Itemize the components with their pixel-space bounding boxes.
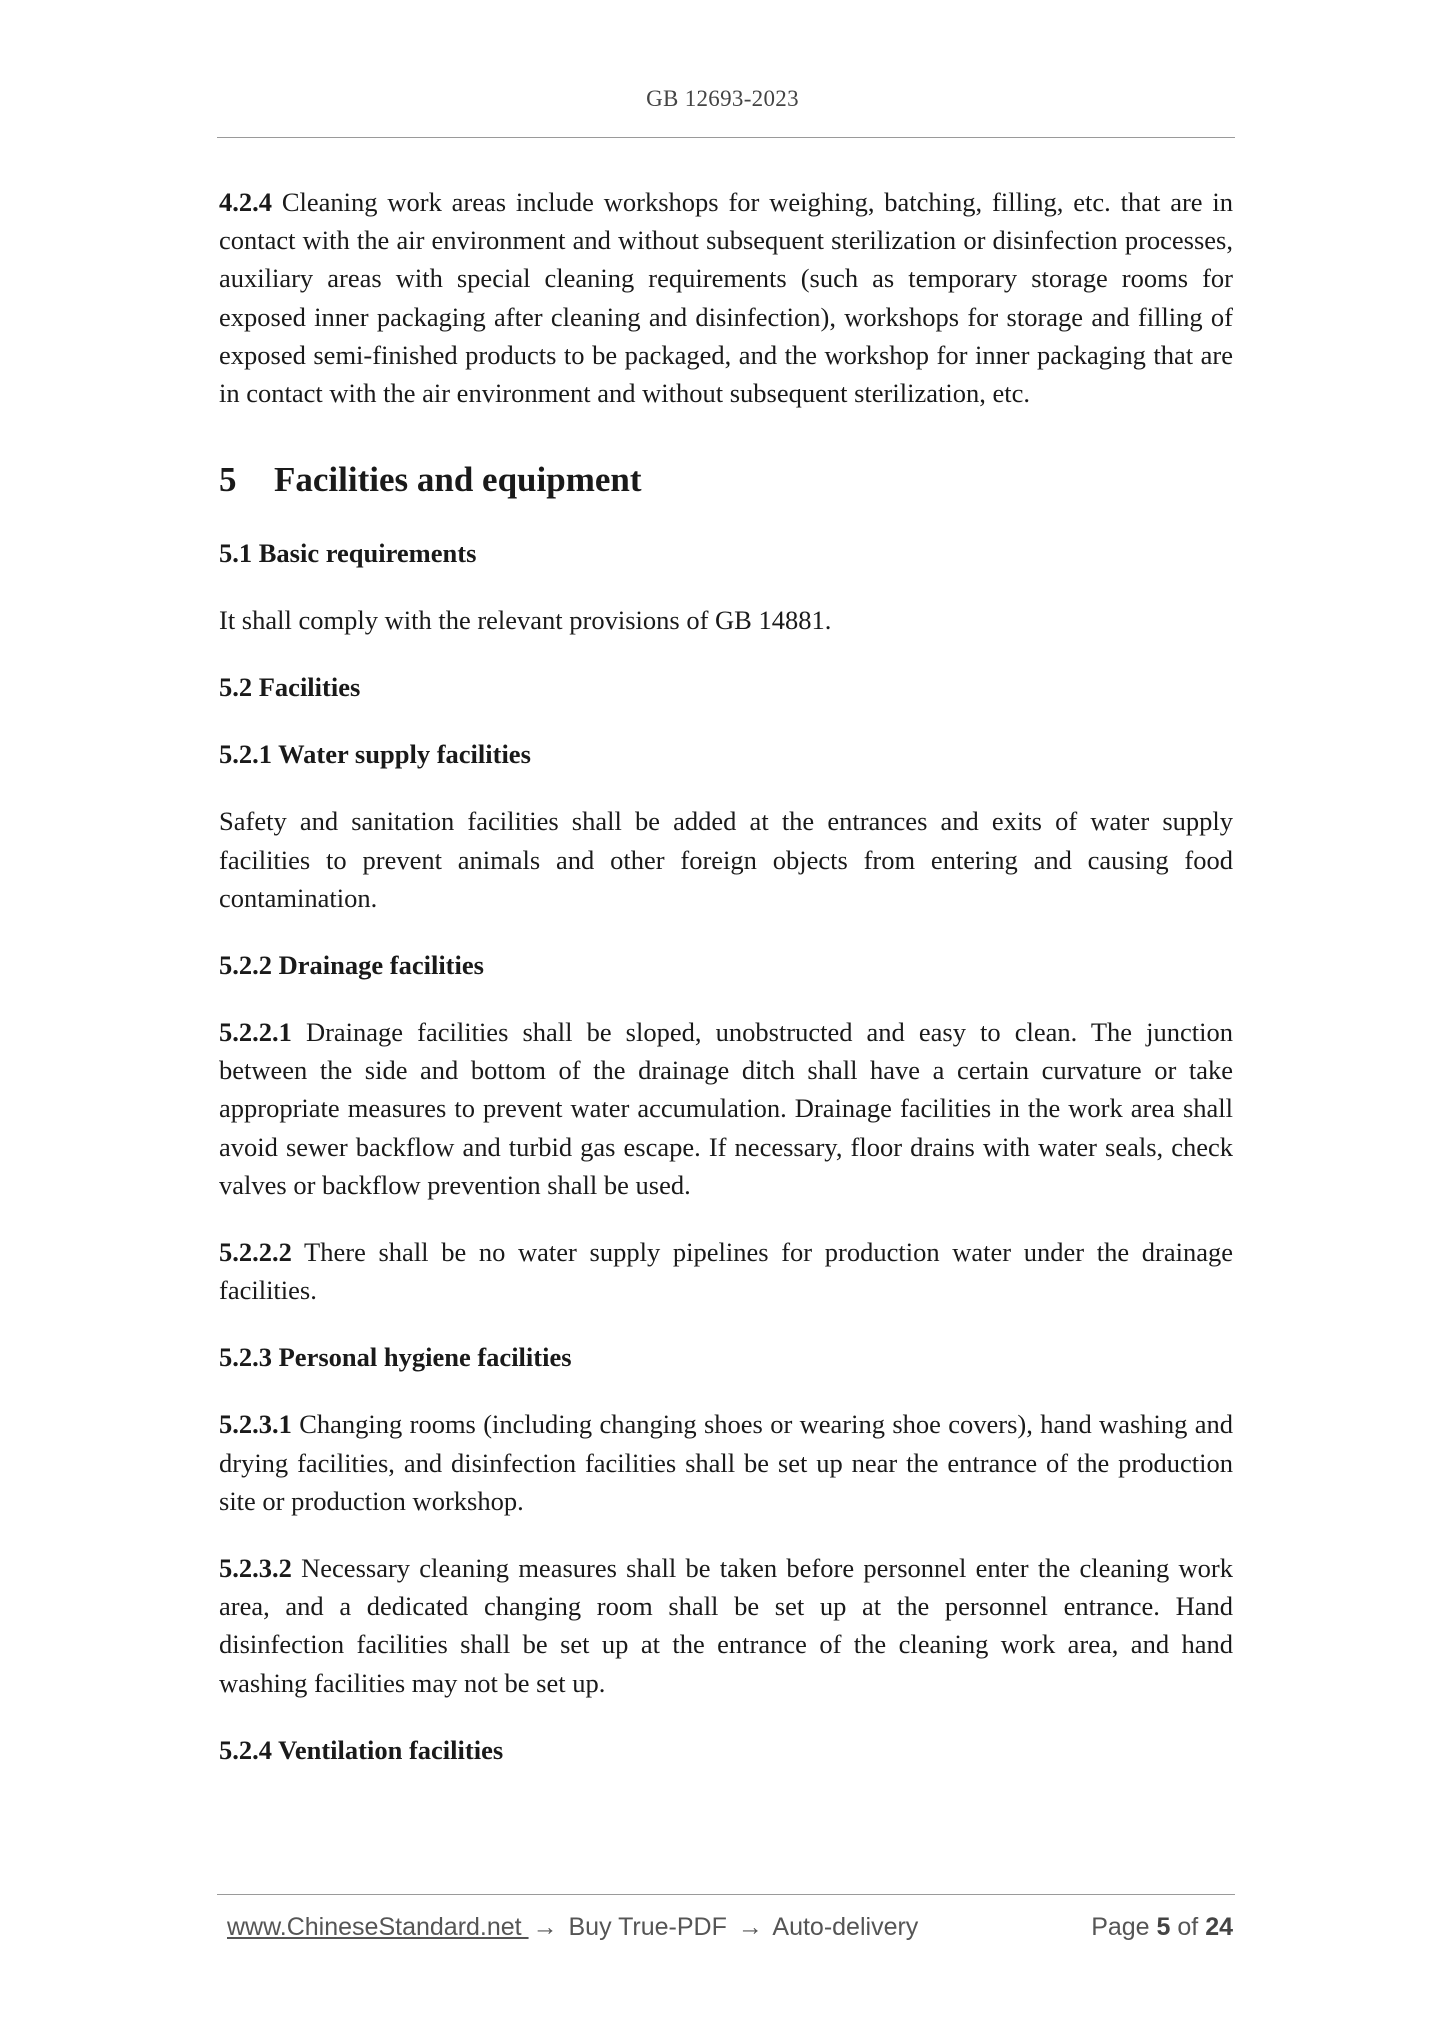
- total-pages-number: 24: [1205, 1913, 1233, 1941]
- current-page-number: 5: [1156, 1913, 1171, 1941]
- clause-4-2-4: [219, 183, 1233, 412]
- clause-number: 5.2.2.2: [219, 1237, 292, 1268]
- heading-5-2-4: 5.2.4 Ventilation facilities: [219, 1734, 504, 1765]
- clause-text: Cleaning work areas include workshops for weighing, batching, filling, etc. that are in contact with the air environment and without subsequent sterilization or disinfection processes, auxiliary areas with special cleaning requirements (such as temporary storage rooms for exposed inner packaging after cleaning and disinfection), workshops for storage and filling of exposed semi-finished products to be packaged, and the workshop for inner packaging that are in contact with the air environment and without subsequent sterilization, etc.: [219, 187, 1233, 409]
- page-label: Page: [1091, 1913, 1157, 1941]
- page-of-label: of: [1170, 1913, 1206, 1941]
- clause-text: Changing rooms (including changing shoes or wearing shoe covers), hand washing and drying facilities, and disinfection facilities shall be set up near the entrance of the production site or production workshop.: [219, 1409, 1233, 1516]
- document-code-header: GB 12693-2023: [646, 86, 799, 111]
- page-content: [219, 183, 1233, 1798]
- clause-text: Necessary cleaning measures shall be taken before personnel enter the cleaning work area, and a dedicated changing room shall be set up at the personnel entrance. Hand disinfection facilities shall be set up at the entrance of the cleaning work area, and hand washing facilities may not be set up.: [219, 1553, 1233, 1698]
- auto-delivery-text: Auto-delivery: [766, 1913, 919, 1941]
- section-heading-5: [219, 456, 1233, 504]
- clause-number: 5.2.2.1: [219, 1017, 292, 1048]
- clause-5-2-2-2: [219, 1233, 1233, 1309]
- section-title: Facilities and equipment: [274, 460, 642, 500]
- clause-number: 5.2.3.1: [219, 1409, 292, 1440]
- page-footer: [227, 1913, 1233, 1942]
- heading-5-1: 5.1 Basic requirements: [219, 538, 477, 569]
- arrow-right-icon: →: [737, 1913, 763, 1941]
- website-link[interactable]: www.ChineseStandard.net: [227, 1913, 529, 1941]
- buy-true-pdf-text: Buy True-PDF: [561, 1913, 734, 1941]
- paragraph-5-2-1: Safety and sanitation facilities shall be added at the entrances and exits of water supply facilities to prevent animals and other foreign objects from entering and causing food contamination.: [219, 806, 1233, 913]
- clause-5-2-3-2: [219, 1549, 1233, 1702]
- clause-5-2-3-1: [219, 1405, 1233, 1520]
- footer-divider: [217, 1894, 1235, 1895]
- heading-5-2-3: 5.2.3 Personal hygiene facilities: [219, 1342, 572, 1373]
- clause-text: Drainage facilities shall be sloped, unobstructed and easy to clean. The junction between the side and bottom of the drainage ditch shall have a certain curvature or take appropriate measures to prevent water accumulation. Drainage facilities in the work area shall avoid sewer backflow and turbid gas escape. If necessary, floor drains with water seals, check valves or backflow prevention shall be used.: [219, 1017, 1233, 1200]
- heading-5-2-2: 5.2.2 Drainage facilities: [219, 950, 484, 981]
- paragraph-5-1: It shall comply with the relevant provisions of GB 14881.: [219, 605, 832, 636]
- clause-text: There shall be no water supply pipelines for production water under the drainage facilities.: [219, 1237, 1233, 1306]
- header-divider: [217, 137, 1235, 138]
- section-number: 5: [219, 460, 237, 500]
- clause-number: 5.2.3.2: [219, 1553, 292, 1584]
- page-indicator: [1091, 1913, 1233, 1942]
- heading-5-2-1: 5.2.1 Water supply facilities: [219, 739, 531, 770]
- clause-number: 4.2.4: [219, 187, 272, 217]
- arrow-right-icon: →: [532, 1913, 558, 1941]
- heading-5-2: 5.2 Facilities: [219, 672, 361, 703]
- clause-5-2-2-1: [219, 1013, 1233, 1204]
